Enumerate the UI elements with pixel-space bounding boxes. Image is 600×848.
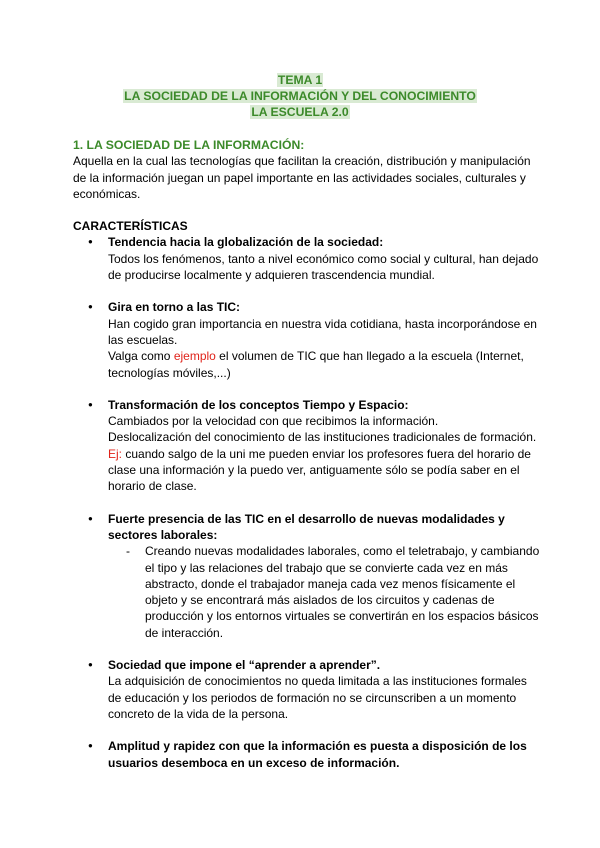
item-text-example: Valga como ejemplo el volumen de TIC que han llegado a la escuela (Internet, tecnologías móviles,...) [108,349,524,380]
caracteristicas-heading: CARACTERÍSTICAS [73,219,188,234]
item-title: ● Amplitud y rapidez con que la información es puesta a disposición de los usuarios desemboca en un exceso de información. [108,739,527,770]
item-text-2: Deslocalización del conocimiento de las instituciones tradicionales de formación. [108,430,537,445]
item-title: ● Sociedad que impone el “aprender a aprender”. [108,658,381,673]
item-title: ● Gira en torno a las TIC: [108,300,241,315]
list-item [73,738,543,771]
list-item [73,657,543,722]
list-item [73,511,543,641]
item-example: Ej: cuando salgo de la uni me pueden enviar los profesores fuera del horario de clase una información y la puedo ver, antiguamente sólo se podía saber en el horario de clase. [108,446,531,494]
item-text: Todos los fenómenos, tanto a nivel económico como social y cultural, han dejado de producirse localmente y adquieren trascendencia mundial. [108,251,539,283]
document-content [73,137,543,771]
sub-item: - Creando nuevas modalidades laborales, como el teletrabajo, y cambiando el tipo y las relaciones del trabajo que se convierte cada vez en más abstracto, donde el trabajador maneja cada vez menos físicamente el objeto y se encontrará más aislados de los circuitos y cadenas de producción y los entornos virtuales se convertirán en los espacios básicos de interacción. [73,543,543,641]
item-title: ● Fuerte presencia de las TIC en el desarrollo de nuevas modalidades y sectores laborales: [108,511,505,542]
section-heading: 1. LA SOCIEDAD DE LA INFORMACIÓN: [73,138,305,152]
item-text: Han cogido gran importancia en nuestra vida cotidiana, hasta incorporándose en las escuelas. [108,316,537,347]
escuela-title: LA ESCUELA 2.0 [251,105,349,119]
highlight-ejemplo: ejemplo [173,349,216,364]
list-item [73,397,543,495]
list-item [73,234,543,283]
document-subtitle: LA SOCIEDAD DE LA INFORMACIÓN Y DEL CONOCIMIENTO [124,89,476,103]
item-text: La adquisición de conocimientos no queda limitada a las instituciones formales de educación y los periodos de formación no se circunscriben a un momento concreto de la vida de la persona. [108,674,527,721]
ej-label: Ej: [108,446,123,461]
tema-title: TEMA 1 [277,73,323,87]
item-title: ● Transformación de los conceptos Tiempo y Espacio: [108,397,409,412]
item-text: Cambiados por la velocidad con que recibimos la información. [108,414,439,429]
list-item [73,299,543,380]
item-title: ● Tendencia hacia la globalización de la sociedad: [108,235,384,250]
title-block [0,72,600,120]
definition-paragraph: Aquella en la cual las tecnologías que facilitan la creación, distribución y manipulación de la información juegan un papel importante en las actividades sociales, culturales y económicas. [73,154,531,201]
characteristics-list [73,234,543,770]
